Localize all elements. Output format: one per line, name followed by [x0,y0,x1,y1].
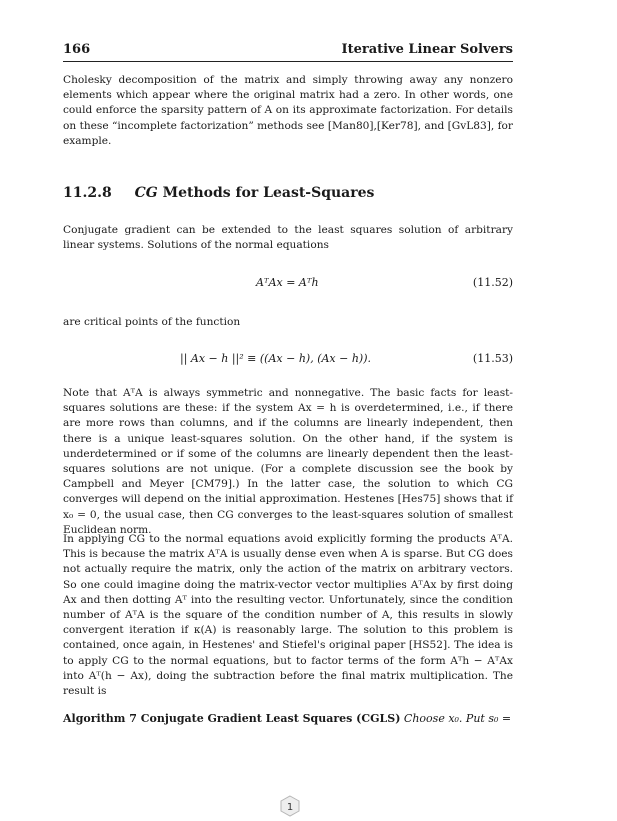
page-header [63,42,513,58]
page-badge[interactable] [280,795,300,817]
equation-11-52 [63,276,513,292]
algorithm-init: Choose x₀. Put s₀ = [403,712,512,725]
equation-11-53-tag: (11.53) [472,352,513,365]
running-title: Iterative Linear Solvers [341,42,513,57]
page-number: 166 [63,42,91,57]
algorithm-heading [63,712,513,725]
paragraph-applying-cg: In applying CG to the normal equations avoid explicitly forming the products AᵀA. This is because the matrix AᵀA is usually dense even when A is sparse. But CG does not actually require the matrix, only the action of the matrix on arbitrary vectors. So one could imagine doing the matrix-vector vector multiplies AᵀAx by first doing Ax and then dotting Aᵀ into the resulting vector. Unfortunately, since the condition number of AᵀA is the square of the condition number of A, this results in slowly convergent iteration if κ(A) is reasonably large. The solution to this problem is contained, once again, in Hestenes' and Stiefel's original paper [HS52]. The idea is to apply CG to the normal equations, but to factor terms of the form Aᵀh − AᵀAx into Aᵀ(h − Ax), doing the subtraction before the final matrix multiplication. The result is [63,533,513,698]
header-rule [63,61,513,62]
paragraph-least-squares-facts: Note that AᵀA is always symmetric and nonnegative. The basic facts for least-squares solutions are these: if the system Ax = h is overdetermined, i.e., if there are more rows than columns, and if the columns are linearly independent, then there is a unique least-squares solution. On the other hand, if the system is underdetermined or if some of the columns are linearly dependent then the least-squares solutions are not unique. (For a complete discussion see the book by Campbell and Meyer [CM79].) In the latter case, the solution to which CG converges will depend on the initial approximation. Hestenes [Hes75] shows that if x₀ = 0, the usual case, then CG converges to the least-squares solution of smallest Euclidean norm. [63,387,513,536]
section-heading [63,185,374,201]
page-badge-label: 1 [286,802,294,813]
equation-11-53-body: || Ax − h ||² ≡ ((Ax − h), (Ax − h)). [180,352,372,365]
equation-11-53 [63,352,513,368]
paragraph-critical-points: are critical points of the function [63,316,241,328]
section-number: 11.2.8 [63,185,112,201]
paragraph-intro: Conjugate gradient can be extended to the least squares solution of arbitrary linear systems. Solutions of the normal equations [63,224,513,252]
equation-11-52-body: AᵀAx = Aᵀh [256,276,319,289]
hexagon-badge-icon [280,795,300,817]
section-title-rest: Methods for Least-Squares [162,185,375,201]
equation-11-52-tag: (11.52) [472,276,513,289]
section-title-cg: CG [134,185,158,201]
paragraph-cholesky: Cholesky decomposition of the matrix and simply throwing away any nonzero elements which appear where the original matrix had a zero. In other words, one could enforce the sparsity pattern of A on its approximate factorization. For details on these “incomplete factorization” methods see [Man80],[Ker78], and [GvL83], for example. [63,74,513,147]
algorithm-title: Algorithm 7 Conjugate Gradient Least Squares (CGLS) [63,712,401,725]
